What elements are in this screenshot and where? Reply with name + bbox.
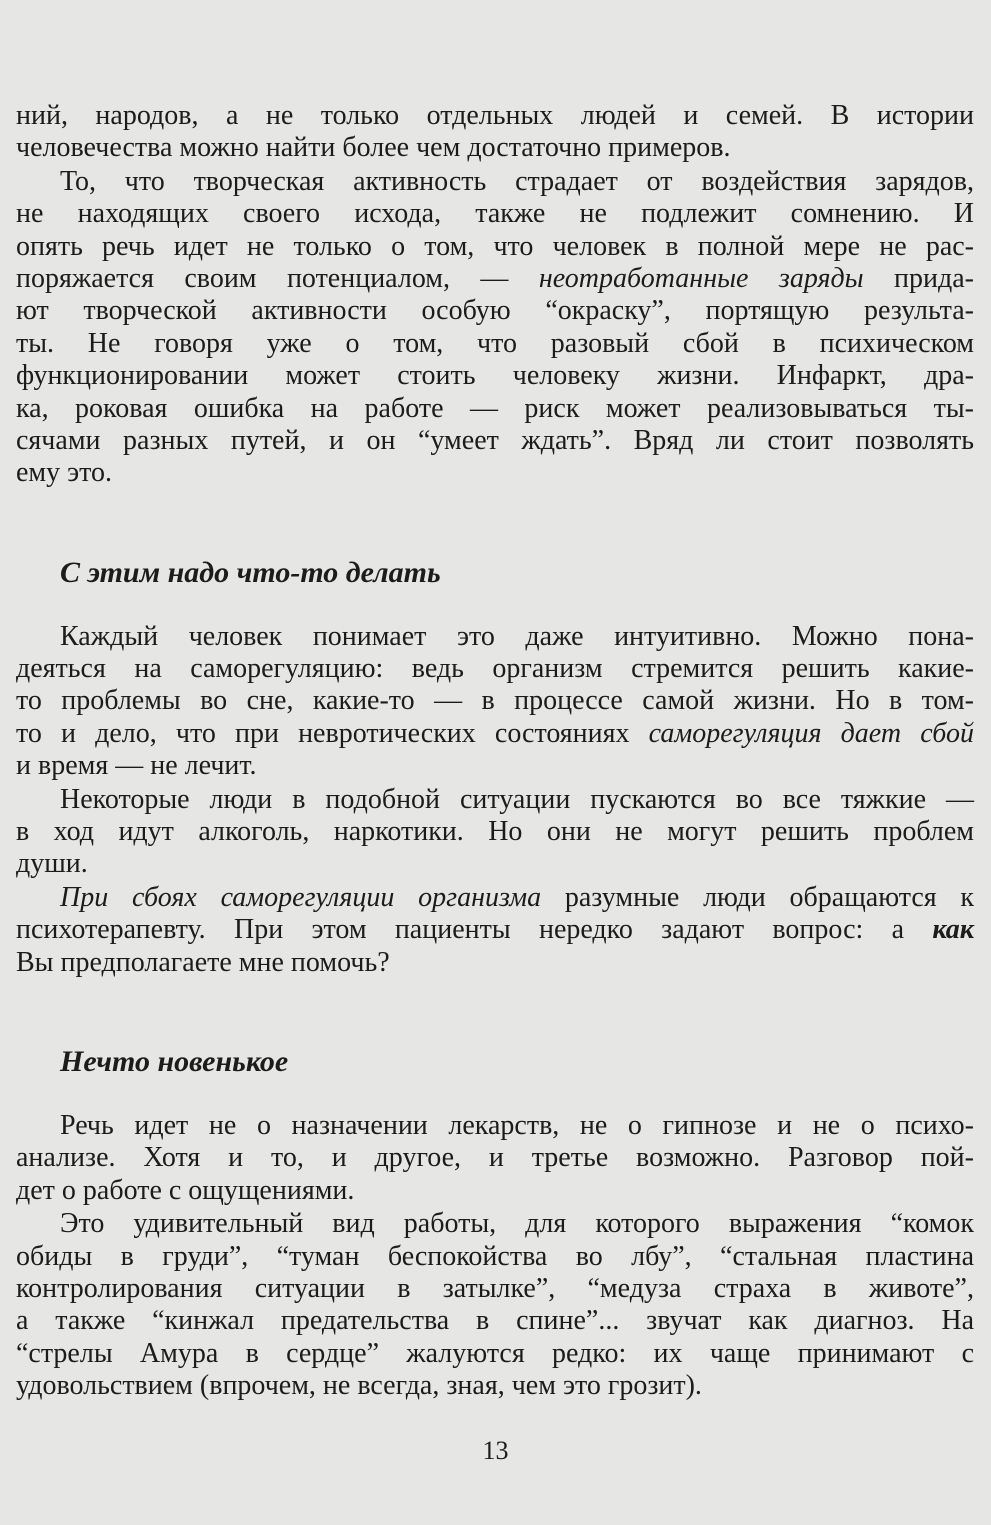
text-line <box>16 166 974 198</box>
paragraph <box>16 882 974 979</box>
text-line <box>16 816 974 848</box>
text-run: и время — не лечит. <box>16 750 257 782</box>
paragraph <box>16 100 974 165</box>
emphasis-run: саморегуляция дает сбой <box>648 717 974 749</box>
text-line <box>16 1370 974 1402</box>
text-line <box>16 1175 974 1207</box>
text-run: “стрелы Амура в сердце” жалуются редко: их чаще принимают с <box>16 1337 974 1369</box>
emphasis-run: неотработанные заряды <box>538 262 864 294</box>
text-run: психотерапевту. При этом пациенты нередко задают вопрос: а <box>16 914 933 946</box>
text-line <box>16 360 974 392</box>
text-line <box>16 750 974 782</box>
paragraph <box>16 1208 974 1402</box>
text-run: функционировании может стоить человеку жизни. Инфаркт, дра- <box>16 360 974 392</box>
text-run: души. <box>16 848 88 880</box>
book-page-text <box>16 100 974 1404</box>
text-run: ты. Не говоря уже о том, что разовый сбой в психическом <box>16 327 974 359</box>
text-run: Вы предполагаете мне помочь? <box>16 946 390 978</box>
text-line <box>16 653 974 685</box>
text-run: ют творческой активности особую “окраску”, портящую результа- <box>16 295 974 327</box>
text-run: не находящих своего исхода, также не подлежит сомнению. И <box>16 198 974 230</box>
text-run: ему это. <box>16 457 113 489</box>
paragraph <box>16 784 974 881</box>
section-spacer <box>16 980 974 1042</box>
section-heading: Нечто новенькое <box>60 1044 289 1078</box>
text-run: а также “кинжал предательства в спине”... звучат как диагноз. На <box>16 1305 974 1337</box>
section-spacer <box>16 491 974 553</box>
text-run: Речь идет не о назначении лекарств, не о гипнозе и не о психо- <box>60 1109 974 1141</box>
text-run: обиды в груди”, “туман беспокойства во лбу”, “стальная пластина <box>16 1240 974 1272</box>
text-run: поряжается своим потенциалом, — <box>16 262 539 294</box>
text-line <box>16 621 974 653</box>
text-run: Это удивительный вид работы, для которого выражения “комок <box>60 1208 974 1240</box>
text-line <box>16 328 974 360</box>
text-run: в ход идут алкоголь, наркотики. Но они не могут решить проблем <box>16 816 974 848</box>
paragraph <box>16 621 974 783</box>
text-run: контролирования ситуации в затылке”, “медуза страха в животе”, <box>16 1272 974 1304</box>
paragraph <box>16 1110 974 1207</box>
text-run: ка, роковая ошибка на работе — риск может реализовываться ты- <box>16 392 974 424</box>
text-line <box>16 848 974 880</box>
text-line <box>16 295 974 327</box>
text-line <box>16 1241 974 1273</box>
text-line <box>16 947 974 979</box>
emphasis-run: как <box>932 914 974 946</box>
text-run: ний, народов, а не только отдельных людей и семей. В истории <box>16 100 974 131</box>
text-run: Каждый человек понимает это даже интуитивно. Можно пона- <box>60 620 974 652</box>
text-line <box>16 132 974 164</box>
emphasis-run: При сбоях саморегуляции организма <box>60 881 542 913</box>
section-heading: С этим надо что-то делать <box>60 555 441 589</box>
text-line <box>16 685 974 717</box>
text-run: Некоторые люди в подобной ситуации пускаются во все тяжкие — <box>60 783 974 815</box>
paragraph <box>16 166 974 490</box>
page-number: 13 <box>482 1436 509 1465</box>
text-line <box>16 1110 974 1142</box>
text-run: прида- <box>863 262 974 294</box>
text-run: то и дело, что при невротических состояниях <box>16 717 649 749</box>
text-line <box>16 1142 974 1174</box>
text-line <box>16 457 974 489</box>
text-line <box>16 718 974 750</box>
text-line <box>16 914 974 946</box>
text-line <box>16 393 974 425</box>
text-line <box>16 263 974 295</box>
text-line <box>16 100 974 132</box>
text-run: анализе. Хотя и то, и другое, и третье возможно. Разговор пой- <box>16 1142 974 1174</box>
text-run: То, что творческая активность страдает от воздействия зарядов, <box>60 165 974 197</box>
text-run: деяться на саморегуляцию: ведь организм стремится решить какие- <box>16 653 974 685</box>
text-line <box>16 1273 974 1305</box>
text-line <box>16 425 974 457</box>
text-line <box>16 1208 974 1240</box>
text-run: дет о работе с ощущениями. <box>16 1174 355 1206</box>
text-line <box>16 784 974 816</box>
text-line <box>16 1338 974 1370</box>
text-run: человечества можно найти более чем достаточно примеров. <box>16 132 731 164</box>
text-run: удовольствием (впрочем, не всегда, зная, чем это грозит). <box>16 1370 702 1402</box>
text-line <box>16 1305 974 1337</box>
text-run: то проблемы во сне, какие-то — в процессе самой жизни. Но в том- <box>16 685 974 717</box>
text-line <box>16 198 974 230</box>
text-line <box>16 882 974 914</box>
text-run: разумные люди обращаются к <box>541 881 974 913</box>
text-run: опять речь идет не только о том, что человек в полной мере не рас- <box>16 230 974 262</box>
text-line <box>16 231 974 263</box>
text-run: сячами разных путей, и он “умеет ждать”. Вряд ли стоит позволять <box>16 424 974 456</box>
